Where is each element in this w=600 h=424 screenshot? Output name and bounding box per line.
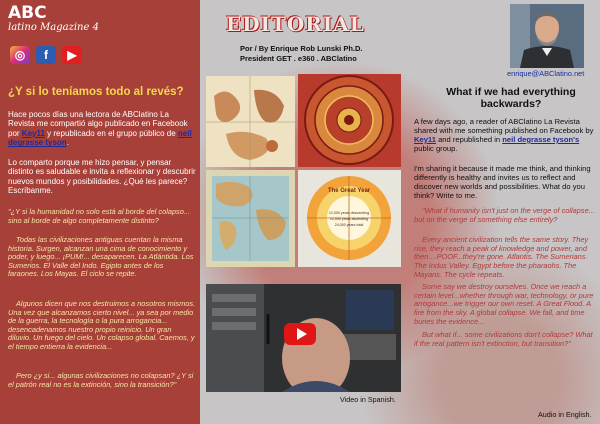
ndt-link[interactable]: neil degrasse tyson [8,128,192,148]
great-year-line-1: 12,000 years descending [328,211,370,215]
logo-main: ABC [8,3,47,23]
world-map-image [206,170,295,267]
youtube-icon[interactable]: ▶ [62,46,82,64]
instagram-icon[interactable]: ◎ [10,46,30,64]
author-photo [510,4,584,68]
spanish-intro: Hace pocos días una lectora de ABClatino La Revista me compartió algo publicado en Facebook por Key11 y republicado en el grupo público de neil degrasse tyson. [8,110,192,148]
editorial-title: EDITORIAL [226,12,365,36]
youtube-play-button[interactable] [284,323,316,345]
english-quote-2: Every ancient civilization tells the same story. They rise, they reach a peak of knowledge and power, and then....POOF...they're gone. Atlantis. The Sumerians. The Indus Valley. Egypt before the pharaohs. The Mayans. The cycle repeats. [414,235,589,279]
play-icon [297,328,307,340]
english-heading: What if we had everything backwards? [446,86,576,110]
great-year-line-3: 24,000 years total [334,223,364,227]
abclatino-logo[interactable] [8,4,99,34]
facebook-icon[interactable]: f [36,46,56,64]
key11-link-en[interactable]: Key11 [414,135,436,144]
spanish-column [0,0,200,424]
ndt-link-en[interactable]: neil degrasse tyson's [502,135,580,144]
aztec-calendar-image [298,74,401,167]
spanish-quote-4: Pero ¿y si... algunas civilizaciones no colapsan? ¿Y si el patrón real no es la extinción, sino la transición?" [8,371,194,389]
spanish-quote-2: Todas las civilizaciones antiguas cuentan la misma historia. Surgen, alcanzan una cima de conocimiento y poder, y luego... ¡PUM!... desaparecen. La Atlántida. Los Sumerios. El Valle del Indo. Egipto antes de los faraones. Los Mayas. El ciclo se repite. [8,235,194,279]
audio-caption: Audio in English. [538,410,592,419]
social-links [10,46,82,64]
spanish-quote-3: Algunos dicen que nos destruimos a nosotros mismos. Una vez que alcanzamos cierto nivel... ya sea por medio de la guerra, la tecnología o la pura arrogancia... desencadenamos nuestro propio reinicio. Un gran diluvio. Un fuego del cielo. Un colapso global. Caemos, y el tiempo entierra la evidencia... [8,299,196,351]
english-area [200,0,600,424]
spanish-quote-1: "¿Y si la humanidad no solo está al borde del colapso... sino al borde de algo completamente distinto? [8,207,191,225]
video-caption: Video in Spanish. [340,395,396,404]
english-quote-3: Some say we destroy ourselves. Once we reach a certain level...whether through war, technology, or pure arrogance...we trigger our own reset. A Great Flood. A fire from the sky. A global collapse. We fall, and time buries the evidence... [414,282,594,326]
great-year-diagram [298,170,401,267]
english-paragraph-2: I'm sharing it because it made me think, and thinking differently is healthy and invites us to reflect and discover new worlds and possibilities. What do you think? Write to me. [414,164,591,200]
logo-sub: latino Magazine 4 [8,22,99,33]
spanish-paragraph-2: Lo comparto porque me hizo pensar, y pensar distinto es saludable e invita a reflexionar y descubrir nuevos mundos y posibilidades. ¿Qué les parece? Escríbanme. [8,158,196,196]
english-quote-4: But what if... some civilizations don't collapse? What if the real pattern isn't extinction, but transition?" [414,330,593,348]
author-email[interactable]: enrique@ABClatino.net [507,69,585,78]
great-year-title: The Great Year [327,188,371,194]
ancient-map-image [206,76,295,167]
english-intro: A few days ago, a reader of ABClatino La Revista shared with me something published on Facebook by Key11 and republished in neil degrasse tyson's public group. [414,117,594,153]
spanish-heading: ¿Y si lo teníamos todo al revés? [8,86,184,98]
great-year-line-2: 12,000 years ascending [329,217,369,221]
key11-link[interactable]: Key11 [21,128,45,138]
english-quote-1: "What if humanity isn't just on the verge of collapse... but on the verge of something else entirely? [414,206,595,224]
byline: Por / By Enrique Rob Lunski Ph.D. President GET . e360 . ABClatino [240,44,363,63]
